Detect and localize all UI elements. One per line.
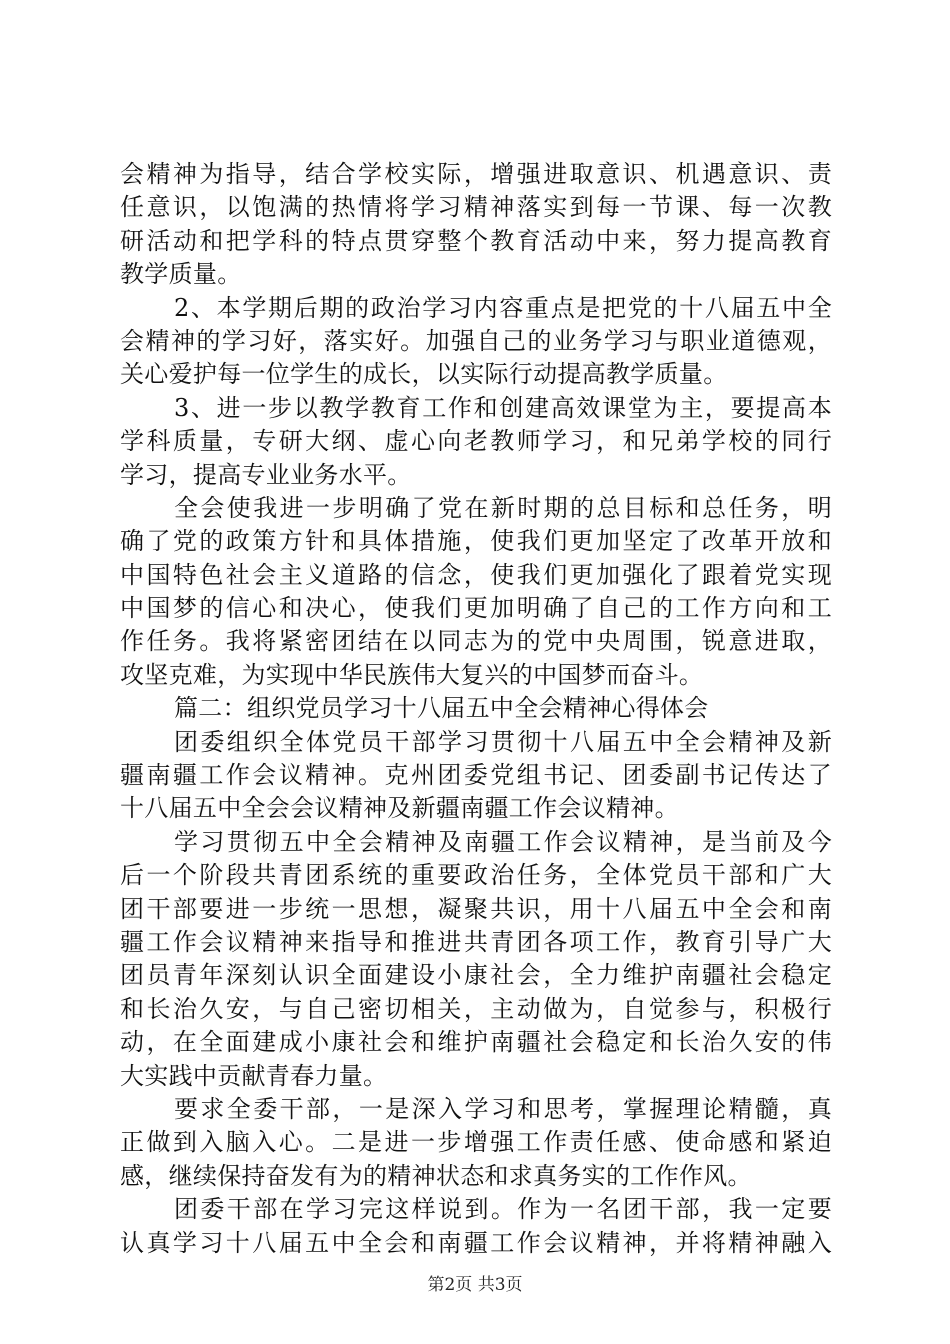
page-footer: 第2页 共3页 (427, 1275, 523, 1295)
text-line: 作任务。我将紧密团结在以同志为的党中央周围，锐意进取， (120, 627, 832, 656)
text-line: 关心爱护每一位学生的成长，以实际行动提高教学质量。 (120, 360, 728, 389)
text-line: 大实践中贡献青春力量。 (120, 1061, 388, 1090)
text-line: 疆工作会议精神来指导和推进共青团各项工作，教育引导广大 (120, 927, 832, 956)
text-line: 和长治久安，与自己密切相关，主动做为，自觉参与，积极行 (120, 994, 832, 1023)
text-line: 确了党的政策方针和具体措施，使我们更加坚定了改革开放和 (120, 527, 832, 556)
text-line: 团干部要进一步统一思想，凝聚共识，用十八届五中全会和南 (120, 894, 832, 923)
text-line: 认真学习十八届五中全会和南疆工作会议精神，并将精神融入 (120, 1228, 832, 1257)
text-line: 学习贯彻五中全会精神及南疆工作会议精神，是当前及今 (174, 827, 832, 856)
text-line: 攻坚克难，为实现中华民族伟大复兴的中国梦而奋斗。 (120, 660, 704, 689)
text-line: 后一个阶段共青团系统的重要政治任务，全体党员干部和广大 (120, 861, 832, 890)
text-line: 疆南疆工作会议精神。克州团委党组书记、团委副书记传达了 (120, 761, 832, 790)
text-line: 会精神的学习好，落实好。加强自己的业务学习与职业道德观， (120, 326, 832, 355)
text-line: 团委组织全体党员干部学习贯彻十八届五中全会精神及新 (174, 727, 832, 756)
text-line: 感，继续保持奋发有为的精神状态和求真务实的工作作风。 (120, 1161, 752, 1190)
text-line: 会精神为指导，结合学校实际，增强进取意识、机遇意识、责 (120, 160, 832, 188)
text-line: 全会使我进一步明确了党在新时期的总目标和总任务，明 (174, 493, 832, 522)
text-line: 要求全委干部，一是深入学习和思考，掌握理论精髓，真 (174, 1094, 832, 1123)
text-line: 教学质量。 (120, 260, 242, 289)
text-line: 正做到入脑入心。二是进一步增强工作责任感、使命感和紧迫 (120, 1128, 832, 1157)
text-line: 团员青年深刻认识全面建设小康社会，全力维护南疆社会稳定 (120, 961, 832, 990)
text-line: 动，在全面建成小康社会和维护南疆社会稳定和长治久安的伟 (120, 1028, 832, 1057)
text-line: 研活动和把学科的特点贯穿整个教育活动中来，努力提高教育 (120, 226, 832, 255)
text-line: 任意识，以饱满的热情将学习精神落实到每一节课、每一次教 (120, 193, 832, 222)
text-line: 中国梦的信心和决心，使我们更加明确了自己的工作方向和工 (120, 594, 832, 623)
text-line: 学习，提高专业业务水平。 (120, 460, 412, 489)
text-line: 团委干部在学习完这样说到。作为一名团干部，我一定要 (174, 1195, 832, 1224)
document-body (120, 158, 832, 1260)
text-line: 十八届五中全会会议精神及新疆南疆工作会议精神。 (120, 794, 679, 823)
text-line: 3、进一步以教学教育工作和创建高效课堂为主，要提高本 (174, 393, 832, 422)
text-line: 2、本学期后期的政治学习内容重点是把党的十八届五中全 (174, 293, 832, 322)
text-line: 中国特色社会主义道路的信念，使我们更加强化了跟着党实现 (120, 560, 832, 589)
text-line: 篇二：组织党员学习十八届五中全会精神心得体会 (174, 694, 709, 723)
text-line: 学科质量，专研大纲、虚心向老教师学习，和兄弟学校的同行 (120, 427, 832, 456)
